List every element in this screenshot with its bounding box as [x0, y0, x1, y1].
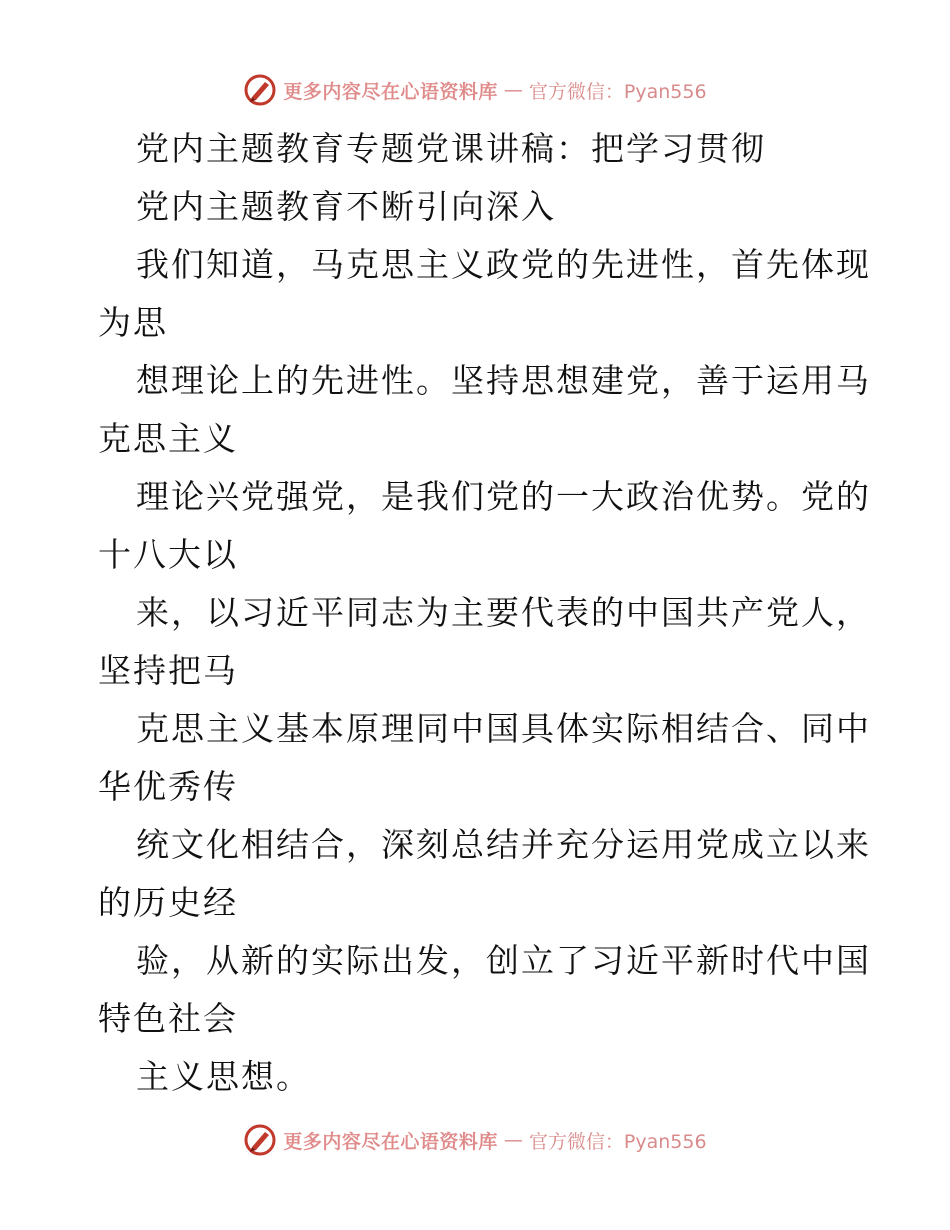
text-line: 统文化相结合，深刻总结并充分运用党成立以来 [136, 825, 871, 864]
header-watermark [0, 68, 950, 112]
watermark-main-text: 更多内容尽在心语资料库 [283, 1130, 498, 1153]
pen-logo-icon [243, 73, 277, 107]
text-line: 特色社会 [98, 999, 238, 1038]
text-line: 坚持把马 [98, 651, 238, 690]
pen-logo-icon [243, 1123, 277, 1157]
text-line: 为思 [98, 303, 168, 342]
text-line: 党内主题教育不断引向深入 [136, 187, 556, 226]
watermark-dash: — [503, 79, 523, 101]
text-line: 党内主题教育专题党课讲稿：把学习贯彻 [136, 129, 766, 168]
footer-watermark [0, 1118, 950, 1162]
text-line: 想理论上的先进性。坚持思想建党，善于运用马 [136, 361, 871, 400]
text-line: 克思主义 [98, 419, 238, 458]
text-line: 验，从新的实际出发，创立了习近平新时代中国 [136, 941, 871, 980]
text-line: 华优秀传 [98, 767, 238, 806]
watermark-wechat-text: 官方微信：Pyan556 [528, 1130, 707, 1153]
text-line: 理论兴党强党，是我们党的一大政治优势。党的 [136, 477, 871, 516]
text-line: 十八大以 [98, 535, 238, 574]
text-line: 的历史经 [98, 883, 238, 922]
text-line: 我们知道，马克思主义政党的先进性，首先体现 [136, 245, 871, 284]
text-line: 来，以习近平同志为主要代表的中国共产党人， [136, 593, 871, 632]
watermark-dash: — [503, 1129, 523, 1151]
document-body [98, 120, 871, 1106]
text-line: 克思主义基本原理同中国具体实际相结合、同中 [136, 709, 871, 748]
text-line: 主义思想。 [136, 1057, 311, 1096]
watermark-main-text: 更多内容尽在心语资料库 [283, 80, 498, 103]
watermark-wechat-text: 官方微信：Pyan556 [528, 80, 707, 103]
